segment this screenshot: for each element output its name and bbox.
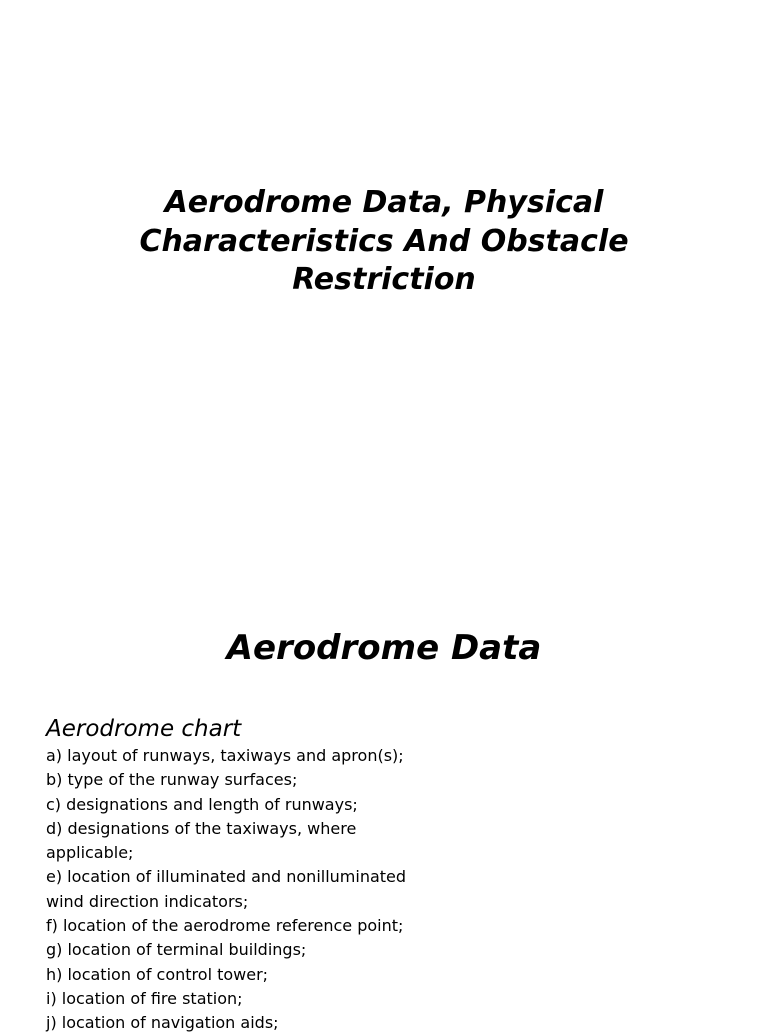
- subheading-aerodrome-chart: Aerodrome chart: [46, 716, 242, 742]
- section-title: Aerodrome Data: [226, 628, 542, 668]
- list-item: b) type of the runway surfaces;: [46, 770, 298, 790]
- list-item: c) designations and length of runways;: [46, 794, 358, 814]
- list-item: a) layout of runways, taxiways and apron(s);: [46, 746, 404, 765]
- list-item: h) location of control tower;: [46, 964, 269, 984]
- list-item: g) location of terminal buildings;: [46, 940, 307, 960]
- list-item: j) location of navigation aids;: [46, 1013, 279, 1033]
- aerodrome-chart-item-list: [46, 744, 446, 1036]
- slide-title: Aerodrome Data, Physical Characteristics And Obstacle Restriction: [139, 185, 629, 297]
- list-item: f) location of the aerodrome reference point;: [46, 916, 404, 936]
- list-item: i) location of fire station;: [46, 988, 243, 1008]
- list-item: e) location of illuminated and nonilluminated wind direction indicators;: [46, 867, 407, 911]
- list-item: d) designations of the taxiways, where applicable;: [46, 818, 357, 863]
